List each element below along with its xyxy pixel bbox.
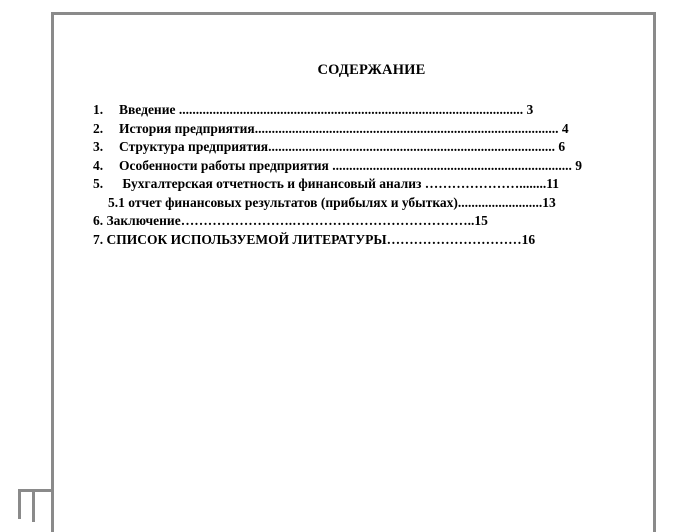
toc-entry-structure <box>93 138 653 157</box>
toc-entry-features <box>93 157 653 176</box>
toc-entry-text: 5.1 отчет финансовых результатов (прибылях и убытках) <box>108 194 458 210</box>
toc-entry-text: Особенности работы предприятия <box>119 157 329 173</box>
toc-entry-page: 11 <box>546 176 560 191</box>
toc-entry-text: Введение <box>119 102 176 117</box>
toc-entry-history <box>93 120 653 139</box>
toc-entry-leader: …………………........ <box>424 176 547 191</box>
toc-entry-leader: ...................................................................................................... <box>175 102 527 117</box>
toc-entry-leader: ..................................................................................... <box>268 139 559 154</box>
toc-entry-number: 2. <box>93 120 104 136</box>
toc-entry-number: 4. <box>93 157 104 173</box>
toc-entry-page: 4 <box>561 120 569 136</box>
toc-entry-page: 3 <box>526 102 534 117</box>
toc-entry-number: 5. <box>93 176 104 191</box>
toc-entry-text: 7. СПИСОК ИСПОЛЬЗУЕМОЙ ЛИТЕРАТУРЫ <box>93 231 387 247</box>
toc-entry-leader: …………………….………………………………….. <box>180 213 475 228</box>
toc-entry-leader: ………………………… <box>386 231 522 247</box>
toc-entry-number: 1. <box>93 102 104 117</box>
table-of-contents <box>93 101 653 249</box>
page-border-frame <box>51 12 656 532</box>
toc-entry-financial-results <box>93 194 653 213</box>
toc-entry-text: Структура предприятия <box>119 139 269 154</box>
toc-entry-page: 6 <box>558 139 566 154</box>
toc-entry-leader: ......................... <box>457 194 543 210</box>
toc-entry-accounting <box>93 175 653 194</box>
toc-entry-page: 9 <box>575 157 582 173</box>
toc-entry-page: 15 <box>474 213 488 228</box>
toc-entry-page: 13 <box>542 194 556 210</box>
toc-entry-references <box>93 231 653 250</box>
toc-entry-leader: .......................................................................................... <box>254 120 562 136</box>
toc-entry-leader: ....................................................................... <box>328 157 576 173</box>
toc-entry-text: Бухгалтерская отчетность и финансовый анализ <box>119 176 425 191</box>
toc-entry-conclusion <box>93 212 653 231</box>
title-block-stamp <box>18 489 52 519</box>
toc-entry-introduction <box>93 101 653 120</box>
toc-entry-number: 3. <box>93 139 104 154</box>
stamp-divider <box>32 492 35 522</box>
toc-entry-text: 6. Заключение <box>93 213 181 228</box>
toc-heading: СОДЕРЖАНИЕ <box>317 62 426 78</box>
toc-entry-text: История предприятия <box>119 120 255 136</box>
toc-entry-page: 16 <box>521 231 536 247</box>
